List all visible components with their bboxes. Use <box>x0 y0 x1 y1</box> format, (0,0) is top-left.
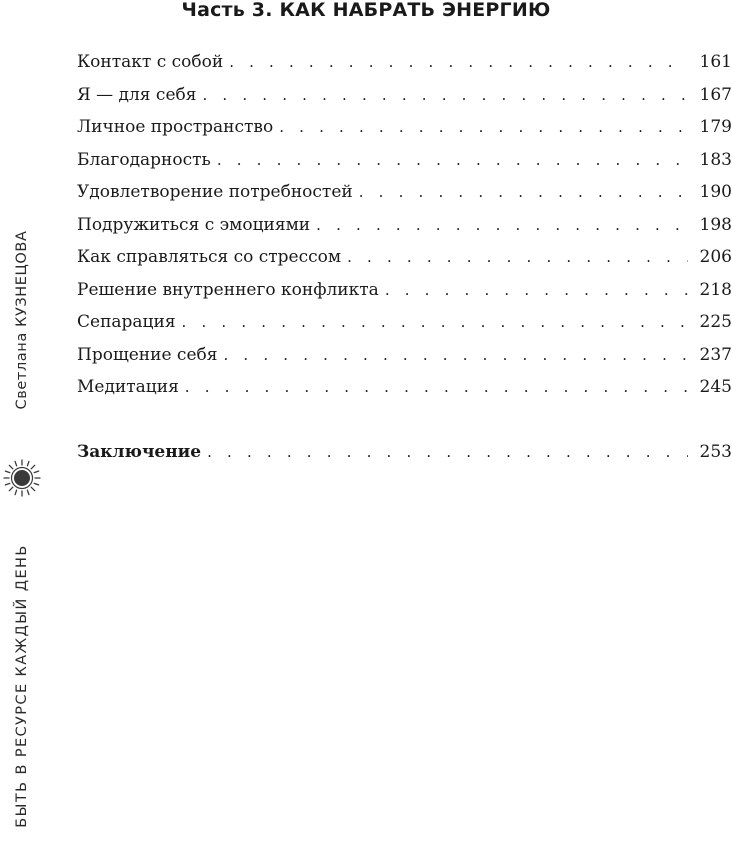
toc-dot-leader <box>202 79 688 112</box>
toc-entry-page: 183 <box>699 149 732 170</box>
toc-entry-page: 225 <box>699 312 732 332</box>
toc-entry-title: Решение внутреннего конфликта <box>77 279 379 300</box>
toc-entry <box>77 46 732 79</box>
toc-entry-title: Благодарность <box>77 149 211 170</box>
toc-entry <box>77 79 732 112</box>
toc-entry-title: Контакт с собой <box>77 52 224 72</box>
toc-entry-page: 190 <box>699 182 732 202</box>
toc-entry <box>77 306 732 339</box>
toc-entry-page: 237 <box>699 344 732 365</box>
toc-entry <box>77 144 732 177</box>
toc-dot-leader <box>185 371 688 404</box>
toc-entry <box>77 241 732 274</box>
toc-dot-leader <box>279 111 688 144</box>
toc-entry-conclusion <box>77 436 732 469</box>
toc-dot-leader <box>347 241 688 274</box>
toc-entry-title: Удовлетворение потребностей <box>77 182 353 202</box>
toc-entry <box>77 111 732 144</box>
toc-entry-page: 198 <box>699 214 732 235</box>
toc-entry <box>77 371 732 404</box>
toc-entry-page: 161 <box>699 52 732 72</box>
toc-dot-leader <box>385 274 688 307</box>
page-spine <box>0 0 44 842</box>
toc-conclusion-title: Заключение <box>77 442 202 462</box>
toc-entry-page: 179 <box>699 117 732 137</box>
toc-dot-leader <box>229 46 688 79</box>
toc-entry <box>77 274 732 307</box>
toc-entry <box>77 209 732 242</box>
toc-dot-leader <box>359 176 688 209</box>
toc-dot-leader <box>223 339 688 372</box>
toc-entry-title: Личное пространство <box>77 117 274 137</box>
table-of-contents <box>77 46 732 469</box>
toc-entry-title: Я — для себя <box>77 84 197 105</box>
toc-entry-title: Сепарация <box>77 312 176 332</box>
toc-conclusion-page: 253 <box>699 442 732 462</box>
toc-entry <box>77 339 732 372</box>
toc-dot-leader <box>217 144 688 177</box>
toc-dot-leader <box>207 436 688 469</box>
toc-entry-page: 245 <box>699 377 732 397</box>
toc-entry-title: Прощение себя <box>77 344 218 365</box>
toc-entry-title: Как справляться со стрессом <box>77 247 342 267</box>
toc-entry <box>77 176 732 209</box>
toc-entry-page: 218 <box>699 279 732 300</box>
toc-entry-title: Медитация <box>77 377 179 397</box>
toc-dot-leader <box>182 306 688 339</box>
toc-entry-page: 206 <box>699 247 732 267</box>
part-title: Часть 3. КАК НАБРАТЬ ЭНЕРГИЮ <box>181 0 551 21</box>
toc-entry-title: Подружиться с эмоциями <box>77 214 311 235</box>
spine-author: Светлана КУЗНЕЦОВА <box>14 230 30 410</box>
spine-book-title: БЫТЬ В РЕСУРСЕ КАЖДЫЙ ДЕНЬ <box>14 544 30 828</box>
sun-icon <box>2 458 42 498</box>
toc-dot-leader <box>316 209 688 242</box>
toc-entry-page: 167 <box>699 84 732 105</box>
